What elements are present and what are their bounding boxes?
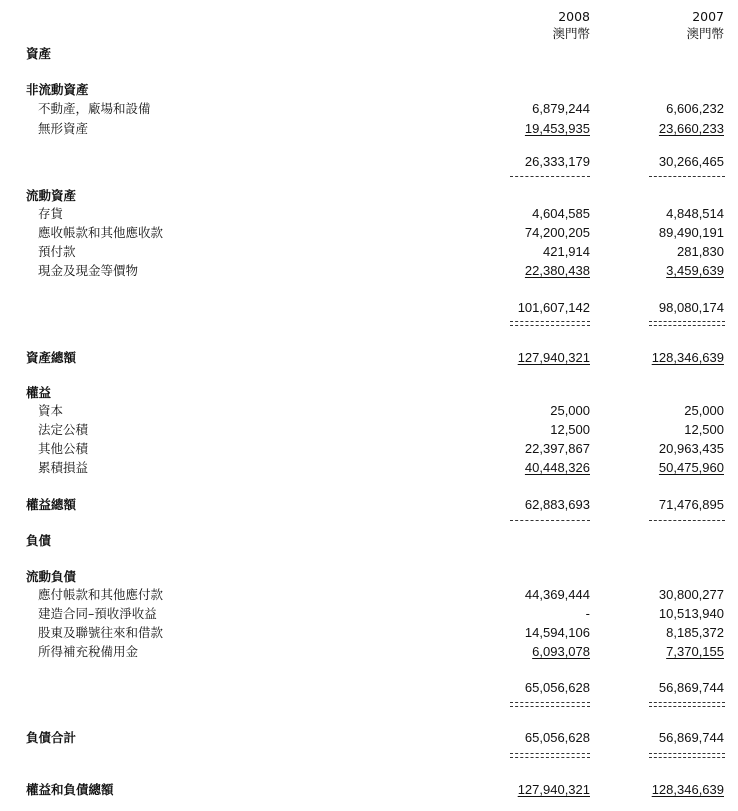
value-2008: 4,604,585 <box>532 206 590 221</box>
grand-total-2007: 128,346,639 <box>651 782 724 797</box>
value-2007: 3,459,639 <box>666 263 724 278</box>
double-divider <box>510 702 590 707</box>
double-divider <box>649 321 725 326</box>
double-divider <box>649 702 725 707</box>
total-assets-label: 資產總額 <box>26 350 77 365</box>
year-2008-header: 2008 <box>558 9 590 24</box>
row-label: 預付款 <box>38 244 76 259</box>
divider <box>510 176 590 177</box>
value-2008: 12,500 <box>550 422 590 437</box>
value-2008: 421,914 <box>543 244 590 259</box>
value-2008: 19,453,935 <box>524 121 590 136</box>
value-2007: 10,513,940 <box>658 606 724 621</box>
total-equity-2007: 71,476,895 <box>658 497 724 512</box>
divider <box>649 520 725 521</box>
row-label: 無形資產 <box>38 121 89 136</box>
row-label: 法定公積 <box>38 422 89 437</box>
row-label: 現金及現金等價物 <box>38 263 139 278</box>
row-label: 應付帳款和其他應付款 <box>38 587 164 602</box>
non-current-subtotal-2007: 30,266,465 <box>658 154 724 169</box>
value-2007: 7,370,155 <box>666 644 724 659</box>
total-equity-2008: 62,883,693 <box>524 497 590 512</box>
value-2008: 40,448,326 <box>524 460 590 475</box>
row-label: 建造合同–預收淨收益 <box>38 606 157 621</box>
row-label: 其他公積 <box>38 441 89 456</box>
row-label: 不動產，廠場和設備 <box>38 101 151 116</box>
value-2007: 8,185,372 <box>666 625 724 640</box>
non-current-assets-heading: 非流動資產 <box>26 82 89 97</box>
value-2007: 281,830 <box>677 244 724 259</box>
current-liabilities-subtotal-2007: 56,869,744 <box>658 680 724 695</box>
total-liabilities-label: 負債合計 <box>26 730 77 745</box>
value-2008: 44,369,444 <box>524 587 590 602</box>
value-2008: 74,200,205 <box>524 225 590 240</box>
total-assets-2007: 128,346,639 <box>651 350 724 365</box>
row-label: 應收帳款和其他應收款 <box>38 225 164 240</box>
divider <box>510 520 590 521</box>
value-2007: 20,963,435 <box>658 441 724 456</box>
value-2008: 22,397,867 <box>524 441 590 456</box>
value-2007: 12,500 <box>684 422 724 437</box>
double-divider <box>510 753 590 758</box>
value-2007: 50,475,960 <box>658 460 724 475</box>
current-liabilities-subtotal-2008: 65,056,628 <box>524 680 590 695</box>
value-2007: 23,660,233 <box>658 121 724 136</box>
value-2007: 6,606,232 <box>666 101 724 116</box>
divider <box>649 176 725 177</box>
total-equity-and-liabilities-label: 權益和負債總額 <box>26 782 114 797</box>
value-2008: 22,380,438 <box>524 263 590 278</box>
year-2007-header: 2007 <box>692 9 724 24</box>
assets-heading: 資產 <box>26 46 52 61</box>
row-label: 所得補充稅備用金 <box>38 644 139 659</box>
non-current-subtotal-2008: 26,333,179 <box>524 154 590 169</box>
current-assets-heading: 流動資產 <box>26 188 77 203</box>
row-label: 累積損益 <box>38 460 89 475</box>
value-2008: 14,594,106 <box>524 625 590 640</box>
value-2007: 89,490,191 <box>658 225 724 240</box>
currency-2007-header: 澳門幣 <box>686 26 724 41</box>
value-2008: 25,000 <box>550 403 590 418</box>
double-divider <box>510 321 590 326</box>
total-assets-2008: 127,940,321 <box>517 350 590 365</box>
total-liabilities-2008: 65,056,628 <box>524 730 590 745</box>
value-2007: 30,800,277 <box>658 587 724 602</box>
row-label: 股東及聯號往來和借款 <box>38 625 164 640</box>
double-divider <box>649 753 725 758</box>
current-assets-subtotal-2007: 98,080,174 <box>658 300 724 315</box>
total-equity-label: 權益總額 <box>26 497 77 512</box>
value-2007: 4,848,514 <box>666 206 724 221</box>
grand-total-2008: 127,940,321 <box>517 782 590 797</box>
currency-2008-header: 澳門幣 <box>552 26 590 41</box>
current-liabilities-heading: 流動負債 <box>26 569 77 584</box>
row-label: 存貨 <box>38 206 64 221</box>
value-2008: - <box>585 606 590 621</box>
value-2008: 6,093,078 <box>532 644 590 659</box>
value-2008: 6,879,244 <box>532 101 590 116</box>
value-2007: 25,000 <box>684 403 724 418</box>
current-assets-subtotal-2008: 101,607,142 <box>517 300 590 315</box>
liabilities-heading: 負債 <box>26 533 52 548</box>
total-liabilities-2007: 56,869,744 <box>658 730 724 745</box>
row-label: 資本 <box>38 403 64 418</box>
equity-heading: 權益 <box>26 385 52 400</box>
